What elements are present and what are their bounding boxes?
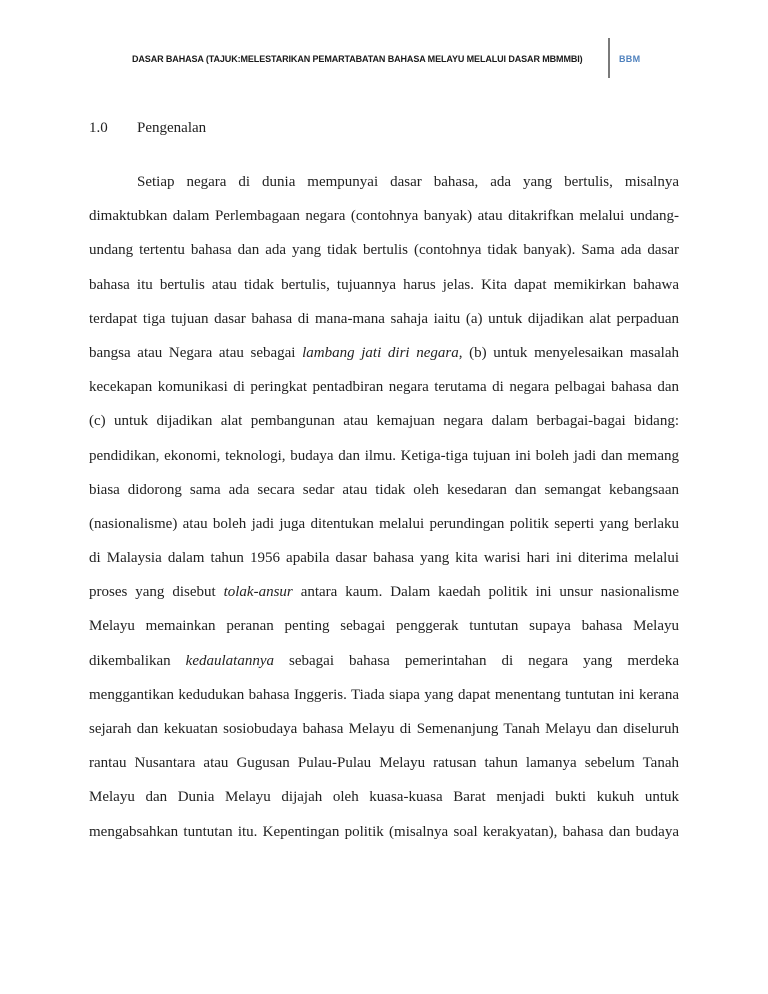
- paragraph-line: [89, 575, 679, 609]
- paragraph-line: [89, 439, 679, 473]
- paragraph-line: [89, 507, 679, 541]
- header-title: DASAR BAHASA (TAJUK:MELESTARIKAN PEMARTABATAN BAHASA MELAYU MELALUI DASAR MBMMBI): [132, 54, 583, 64]
- text-segment: menggantikan kedudukan bahasa Inggeris. Tiada siapa yang dapat menentang tuntutan ini kerana: [89, 686, 679, 703]
- text-segment: Melayu memainkan peranan penting sebagai penggerak tuntutan supaya bahasa Melayu: [89, 618, 679, 635]
- paragraph-line: [89, 233, 679, 267]
- text-segment: di Malaysia dalam tahun 1956 apabila dasar bahasa yang kita warisi hari ini diterima melalui: [89, 550, 679, 567]
- paragraph-line: [89, 678, 679, 712]
- paragraph-line: [89, 165, 679, 199]
- text-segment: bahasa itu bertulis atau tidak bertulis, tujuannya harus jelas. Kita dapat memikirkan bahawa: [89, 276, 679, 293]
- paragraph-line: [89, 268, 679, 302]
- text-segment: (c) untuk dijadikan alat pembangunan atau kemajuan negara dalam berbagai-bagai bidang:: [89, 413, 679, 430]
- paragraph-line: [89, 644, 679, 678]
- section-number: 1.0: [89, 120, 108, 136]
- paragraph-line: [89, 473, 679, 507]
- text-segment: undang tertentu bahasa dan ada yang tidak bertulis (contohnya tidak banyak). Sama ada dasar: [89, 242, 679, 259]
- paragraph-line: [89, 404, 679, 438]
- text-segment: terdapat tiga tujuan dasar bahasa di mana-mana sahaja iaitu (a) untuk dijadikan alat perpaduan: [89, 310, 679, 327]
- text-segment: , (b) untuk menyelesaikan masalah: [458, 344, 679, 361]
- paragraph-line: [89, 815, 679, 849]
- text-segment: Setiap negara di dunia mempunyai dasar bahasa, ada yang bertulis, misalnya: [137, 174, 679, 190]
- header-tag: BBM: [619, 54, 641, 64]
- paragraph-line: [89, 370, 679, 404]
- italic-phrase: kedaulatannya: [185, 652, 274, 669]
- text-segment: antara kaum. Dalam kaedah politik ini unsur nasionalisme: [292, 584, 679, 601]
- text-segment: biasa didorong sama ada secara sedar atau tidak oleh kesedaran dan semangat kebangsaan: [89, 481, 679, 498]
- paragraph-line: [89, 780, 679, 814]
- text-segment: kecekapan komunikasi di peringkat pentadbiran negara terutama di negara pelbagai bahasa dan: [89, 379, 679, 396]
- page-header: [0, 38, 768, 78]
- text-segment: dikembalikan: [89, 652, 186, 669]
- text-segment: proses yang disebut: [89, 584, 224, 601]
- header-divider: [608, 38, 610, 78]
- paragraph-line: [89, 712, 679, 746]
- italic-phrase: tolak-ansur: [223, 584, 293, 601]
- paragraph-line: [89, 609, 679, 643]
- text-segment: mengabsahkan tuntutan itu. Kepentingan politik (misalnya soal kerakyatan), bahasa dan budaya: [89, 823, 679, 840]
- paragraph-line: [89, 336, 679, 370]
- italic-phrase: lambang jati diri negara: [302, 344, 459, 361]
- text-segment: Melayu dan Dunia Melayu dijajah oleh kuasa-kuasa Barat menjadi bukti kukuh untuk: [89, 789, 679, 806]
- paragraph-line: [89, 199, 679, 233]
- paragraph-line: [89, 302, 679, 336]
- section-title: Pengenalan: [137, 120, 207, 136]
- text-segment: dimaktubkan dalam Perlembagaan negara (contohnya banyak) atau ditakrifkan melalui undang-: [89, 208, 679, 225]
- paragraph: [89, 165, 679, 849]
- paragraph-line: [89, 746, 679, 780]
- text-segment: sejarah dan kekuatan sosiobudaya bahasa Melayu di Semenanjung Tanah Melayu dan diseluruh: [89, 721, 679, 737]
- text-segment: sebagai bahasa pemerintahan di negara yang merdeka: [273, 652, 679, 669]
- paragraph-line: [89, 541, 679, 575]
- text-segment: (nasionalisme) atau boleh jadi juga ditentukan melalui perundingan politik seperti yang berlaku: [89, 515, 679, 532]
- text-segment: pendidikan, ekonomi, teknologi, budaya dan ilmu. Ketiga-tiga tujuan ini boleh jadi dan memang: [89, 447, 679, 464]
- text-segment: rantau Nusantara atau Gugusan Pulau-Pulau Melayu ratusan tahun lamanya sebelum Tanah: [89, 755, 679, 772]
- text-segment: bangsa atau Negara atau sebagai: [89, 344, 303, 361]
